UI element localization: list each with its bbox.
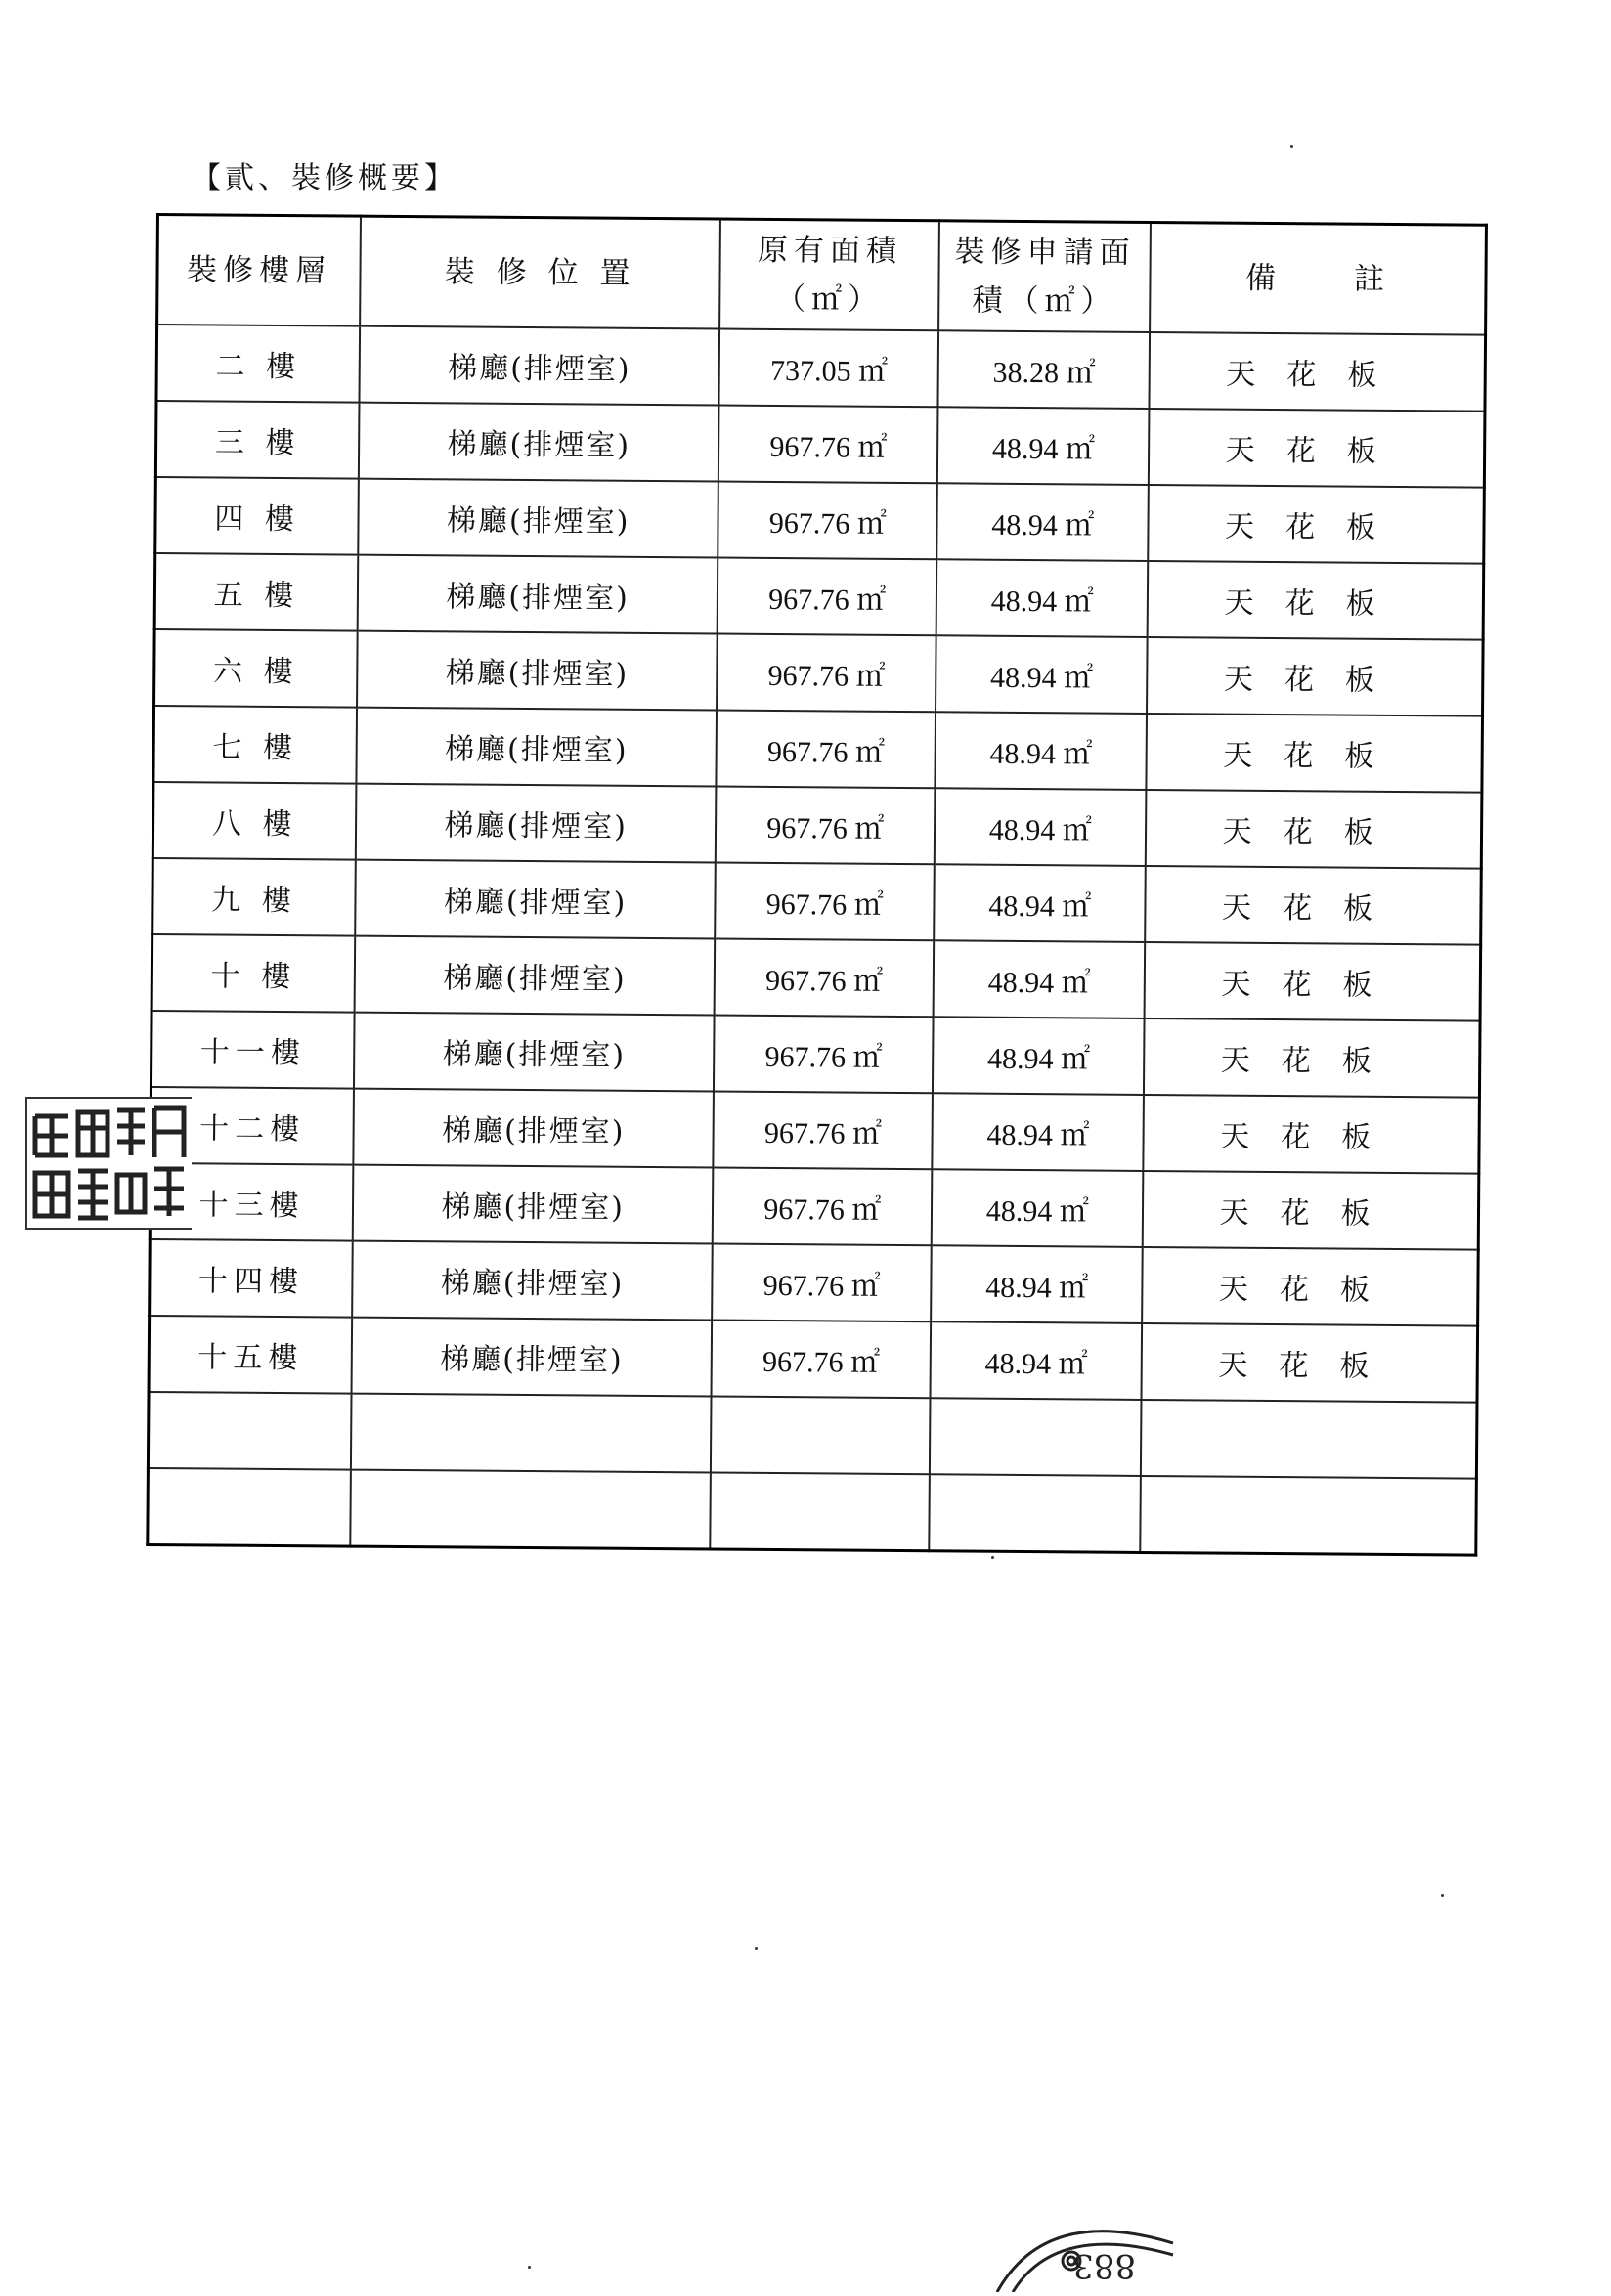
scan-speck (991, 1556, 994, 1559)
cell-applied-area: 48.94 ㎡ (936, 559, 1148, 637)
cell-location: 梯廳(排煙室) (355, 936, 716, 1016)
cell-remarks: 天花板 (1148, 485, 1484, 564)
cell-floor (148, 1468, 351, 1546)
table-row (152, 858, 1482, 945)
cell-original-area: 967.76 ㎡ (717, 634, 936, 713)
cell-remarks (1141, 1400, 1477, 1479)
header-applied-area-unit: 積（㎡） (972, 282, 1117, 320)
round-stamp-icon (987, 2204, 1183, 2292)
cell-applied-area: 48.94 ㎡ (933, 1017, 1144, 1095)
cell-floor (148, 1392, 351, 1470)
round-stamp (987, 2204, 1183, 2296)
cell-remarks: 天花板 (1144, 1018, 1480, 1098)
table-row (155, 401, 1485, 488)
cell-original-area: 737.05 ㎡ (719, 329, 939, 408)
cell-floor: 五 樓 (154, 553, 358, 631)
table-row (152, 782, 1482, 869)
cell-floor: 七 樓 (153, 706, 357, 784)
table-row (148, 1392, 1477, 1479)
cell-floor: 十 樓 (152, 934, 355, 1013)
cell-location: 梯廳(排煙室) (356, 784, 717, 863)
table-row (152, 934, 1481, 1021)
cell-applied-area: 48.94 ㎡ (936, 635, 1147, 714)
cell-applied-area: 48.94 ㎡ (933, 1093, 1144, 1171)
cell-floor: 十三樓 (150, 1163, 353, 1241)
table-body (148, 325, 1486, 1555)
cell-location: 梯廳(排煙室) (355, 860, 716, 939)
scan-speck (1441, 1894, 1444, 1897)
cell-applied-area: 48.94 ㎡ (934, 940, 1145, 1018)
cell-floor: 九 樓 (152, 858, 356, 936)
cell-floor: 十五樓 (149, 1316, 352, 1394)
cell-remarks: 天花板 (1146, 790, 1482, 869)
cell-location: 梯廳(排煙室) (357, 708, 718, 787)
cell-original-area: 967.76 ㎡ (712, 1244, 932, 1322)
header-location: 裝 修 位 置 (360, 216, 720, 328)
cell-original-area (710, 1472, 930, 1550)
cell-original-area: 967.76 ㎡ (714, 1092, 934, 1170)
cell-applied-area: 48.94 ㎡ (937, 483, 1149, 561)
header-remarks: 備 註 (1150, 222, 1486, 334)
table-header-row (157, 215, 1487, 335)
cell-original-area: 967.76 ㎡ (715, 863, 935, 941)
cell-original-area: 967.76 ㎡ (714, 1016, 934, 1094)
cell-location (351, 1394, 712, 1473)
cell-floor: 十四樓 (150, 1239, 353, 1318)
cell-location: 梯廳(排煙室) (358, 479, 718, 558)
cell-remarks: 天花板 (1147, 714, 1483, 793)
cell-remarks: 天花板 (1149, 409, 1485, 488)
cell-remarks: 天花板 (1144, 1095, 1480, 1174)
cell-floor: 三 樓 (155, 401, 359, 479)
cell-original-area: 967.76 ㎡ (715, 939, 935, 1018)
cell-location: 梯廳(排煙室) (359, 403, 719, 482)
table-row (154, 553, 1484, 640)
table-row (150, 1163, 1479, 1250)
cell-applied-area: 48.94 ㎡ (937, 407, 1149, 485)
header-original-area (719, 219, 939, 330)
cell-floor: 二 樓 (156, 325, 360, 403)
table-row (150, 1239, 1479, 1326)
cell-applied-area: 48.94 ㎡ (935, 788, 1146, 866)
table-row (154, 629, 1484, 716)
cell-remarks: 天花板 (1145, 866, 1481, 945)
cell-location (350, 1470, 711, 1549)
cell-floor: 四 樓 (155, 477, 359, 555)
cell-original-area: 967.76 ㎡ (718, 482, 937, 560)
cell-remarks: 天花板 (1147, 637, 1483, 716)
cell-applied-area: 38.28 ㎡ (938, 330, 1150, 409)
cell-remarks: 天花板 (1142, 1323, 1478, 1403)
header-floor: 裝修樓層 (157, 215, 361, 326)
cell-remarks (1141, 1476, 1477, 1555)
table-row (151, 1087, 1480, 1174)
cell-remarks: 天花板 (1143, 1171, 1479, 1250)
cell-location: 梯廳(排煙室) (353, 1089, 714, 1168)
renovation-summary-table (146, 213, 1488, 1557)
cell-location: 梯廳(排煙室) (352, 1241, 713, 1321)
cell-original-area (711, 1396, 931, 1474)
cell-applied-area: 48.94 ㎡ (936, 712, 1147, 790)
cell-applied-area (930, 1398, 1141, 1476)
cell-original-area: 967.76 ㎡ (718, 558, 937, 636)
table-row (156, 325, 1486, 412)
cell-applied-area: 48.94 ㎡ (932, 1169, 1143, 1247)
cell-remarks: 天花板 (1150, 332, 1486, 412)
table-row (151, 1011, 1480, 1098)
cell-location: 梯廳(排煙室) (358, 555, 718, 634)
cell-location: 梯廳(排煙室) (357, 631, 718, 711)
header-original-area-label: 原有面積 (757, 232, 903, 269)
cell-location: 梯廳(排煙室) (354, 1013, 715, 1092)
cell-floor: 十一樓 (151, 1011, 354, 1089)
cell-floor: 六 樓 (154, 629, 358, 708)
cell-original-area: 967.76 ㎡ (713, 1168, 933, 1246)
table-row (155, 477, 1485, 564)
cell-floor: 十二樓 (151, 1087, 354, 1165)
cell-original-area: 967.76 ㎡ (717, 711, 936, 789)
cell-applied-area: 48.94 ㎡ (931, 1245, 1142, 1323)
table-row (148, 1468, 1477, 1555)
cell-original-area: 967.76 ㎡ (716, 787, 936, 865)
table-row (149, 1316, 1478, 1403)
header-applied-area (938, 221, 1151, 332)
cell-remarks: 天花板 (1148, 561, 1484, 640)
official-seal (25, 1097, 192, 1230)
cell-location: 梯廳(排煙室) (360, 326, 720, 406)
cell-applied-area: 48.94 ㎡ (931, 1321, 1142, 1400)
cell-remarks: 天花板 (1142, 1247, 1478, 1326)
header-original-area-unit: （㎡） (774, 281, 885, 318)
table-row (153, 706, 1483, 793)
cell-floor: 八 樓 (152, 782, 356, 860)
cell-location: 梯廳(排煙室) (352, 1318, 713, 1397)
cell-original-area: 967.76 ㎡ (718, 406, 938, 484)
renovation-summary-table-wrap (146, 213, 1488, 1538)
seal-glyph-icon (27, 1099, 192, 1228)
cell-applied-area (930, 1474, 1141, 1552)
cell-remarks: 天花板 (1145, 942, 1481, 1021)
scan-speck (755, 1947, 758, 1950)
scan-speck (1290, 145, 1293, 148)
header-applied-area-label: 裝修申請面 (954, 234, 1136, 271)
cell-location: 梯廳(排煙室) (353, 1165, 714, 1244)
stamp-number: 883 (1072, 2246, 1136, 2285)
cell-original-area: 967.76 ㎡ (712, 1320, 932, 1398)
cell-applied-area: 48.94 ㎡ (935, 864, 1146, 942)
scan-speck (528, 2266, 531, 2269)
section-title: 【貳、裝修概要】 (192, 161, 457, 195)
